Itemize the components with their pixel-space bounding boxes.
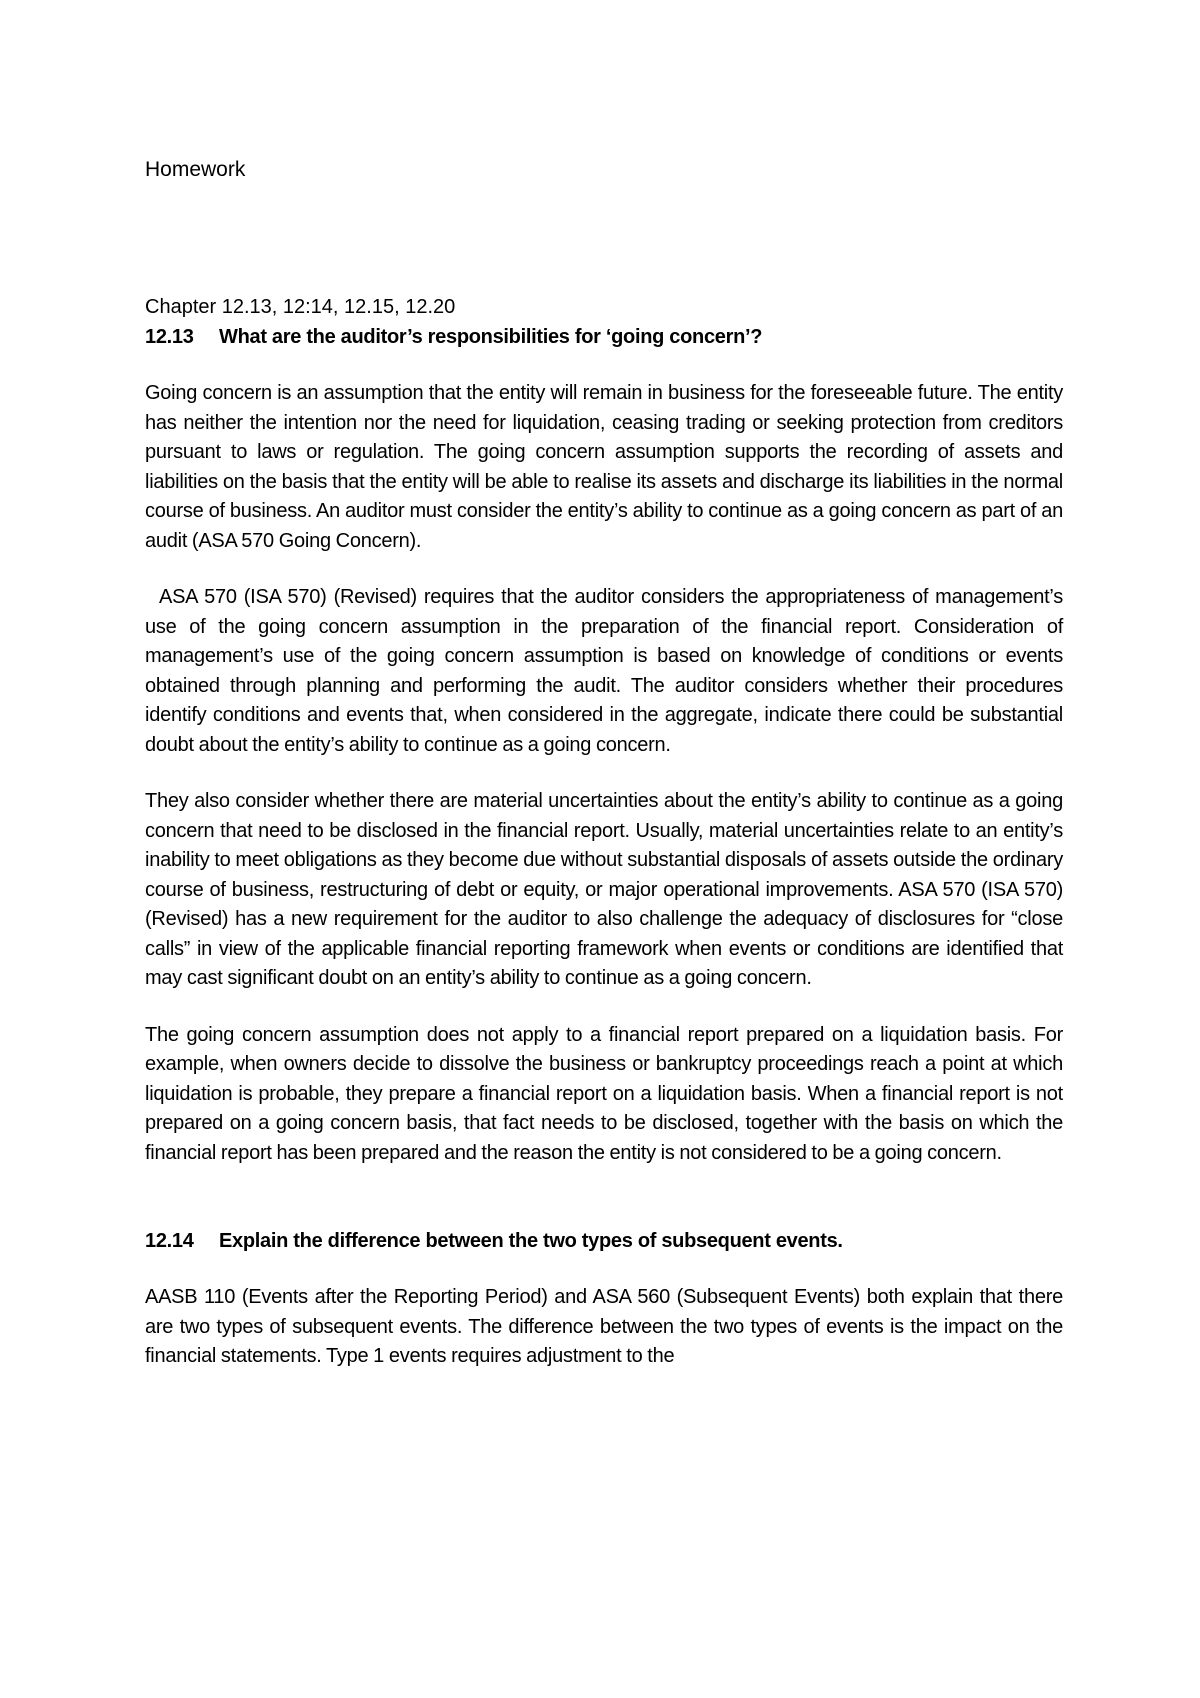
question-text: Explain the difference between the two types of subsequent events. — [219, 1230, 843, 1252]
document-title: Homework — [145, 158, 246, 181]
paragraph: AASB 110 (Events after the Reporting Period) and ASA 560 (Subsequent Events) both explain that there are two types of subsequent events. The difference between the two types of events is the impact on the financial statements. Type 1 events requires adjustment to the — [145, 1286, 1063, 1367]
chapter-line: Chapter 12.13, 12:14, 12.15, 12.20 — [145, 296, 456, 318]
document-content — [145, 155, 1063, 1372]
section-12-14 — [145, 1226, 1063, 1372]
paragraph: The going concern assumption does not apply to a financial report prepared on a liquidation basis. For example, when owners decide to dissolve the business or bankruptcy proceedings reach a point at which liquidation is probable, they prepare a financial report on a liquidation basis. When a financial report is not prepared on a going concern basis, that fact needs to be disclosed, together with the basis on which the financial report has been prepared and the reason the entity is not considered to be a going concern. — [145, 1023, 1063, 1164]
paragraph: Going concern is an assumption that the entity will remain in business for the foreseeable future. The entity has neither the intention nor the need for liquidation, ceasing trading or seeking protection from creditors pursuant to laws or regulation. The going concern assumption supports the recording of assets and liabilities on the basis that the entity will be able to realise its assets and discharge its liabilities in the normal course of business. An auditor must consider the entity’s ability to continue as a going concern as part of an audit (ASA 570 Going Concern). — [145, 382, 1063, 552]
question-number: 12.14 — [145, 1230, 194, 1252]
question-heading — [145, 322, 1063, 352]
question-heading — [145, 1226, 1063, 1256]
paragraph: ASA 570 (ISA 570) (Revised) requires that the auditor considers the appropriateness of management’s use of the going concern assumption in the preparation of the financial report. Consideration of management’s use of the going concern assumption is based on knowledge of conditions or events obtained through planning and performing the audit. The auditor considers whether their procedures identify conditions and events that, when considered in the aggregate, indicate there could be substantial doubt about the entity’s ability to continue as a going concern. — [145, 586, 1063, 756]
paragraph: They also consider whether there are material uncertainties about the entity’s ability to continue as a going concern that need to be disclosed in the financial report. Usually, material uncertainties relate to an entity’s inability to meet obligations as they become due without substantial disposals of assets outside the ordinary course of business, restructuring of debt or equity, or major operational improvements. ASA 570 (ISA 570) (Revised) has a new requirement for the auditor to also challenge the adequacy of disclosures for “close calls” in view of the applicable financial reporting framework when events or conditions are identified that may cast significant doubt on an entity’s ability to continue as a going concern. — [145, 790, 1063, 989]
section-12-13 — [145, 322, 1063, 1168]
question-text: What are the auditor’s responsibilities for ‘going concern’? — [219, 326, 763, 348]
question-number: 12.13 — [145, 326, 194, 348]
